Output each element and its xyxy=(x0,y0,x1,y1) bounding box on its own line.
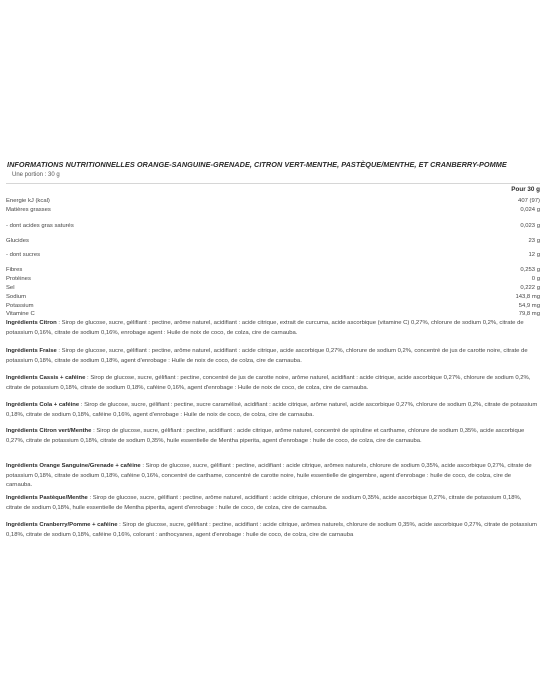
nutrient-label: Sel xyxy=(6,285,15,291)
ingredients-block-pasteque-menthe xyxy=(6,494,538,513)
nutrient-value: 0 g xyxy=(531,276,540,282)
ingredients-text: : Sirop de glucose, sucre, gélifiant : pectine, acidifiant : acide citrique, arôme naturel, concentré de spiruline et carthame, chlorure de sodium 0,35%, acide ascorbique 0,27%, citrate de potassium 0,18%, citrate de sodium 0,35%, huile essentielle de Mentha piperita, agent d'enrobage : huile de coco, de colza, cire de carnauba. xyxy=(6,428,525,444)
nutrient-label: Protéines xyxy=(6,276,31,282)
nutrient-label: Potassium xyxy=(6,303,34,309)
ingredients-text: : Sirop de glucose, sucre, gélifiant : pectine, arôme naturel, acidifiant : acide citrique, acide ascorbique 0,27%, chlorure de sodium 0,2%, concentré de jus de carotte noire, citrate de potassium 0,18%, citrate de sodium 0,18%, agent d'enrobage : Huile de noix de coco, de colza, cire de carnauba. xyxy=(6,348,528,364)
ingredients-block-cola xyxy=(6,401,538,420)
nutrient-value: 0,023 g xyxy=(520,223,540,229)
header-divider xyxy=(6,183,540,184)
portion-size: Une portion : 30 g xyxy=(12,172,60,178)
nutrient-label: Vitamine C xyxy=(6,311,35,317)
nutrient-value: 0,024 g xyxy=(520,207,540,213)
ingredients-text: : Sirop de glucose, sucre, gélifiant : pectine, acidifiant : acide citrique, arômes naturels, chlorure de sodium 0,35%, acide ascorbique 0,27%, citrate de potassium 0,18%, citrate de sodium 0,18%, caféine 0,16%, colorant : anthocyanes, agent d'enrobage : huile de coco, de colza, cire de carnauba xyxy=(6,522,537,538)
document-title: INFORMATIONS NUTRITIONNELLES ORANGE-SANGUINE-GRENADE, CITRON VERT-MENTHE, PASTÈQUE/MENTHE, ET CRANBERRY-POMME xyxy=(7,160,507,169)
ingredients-heading: Ingrédients Citron xyxy=(6,320,57,326)
ingredients-block-cassis xyxy=(6,374,538,393)
ingredients-heading: Ingrédients Fraise xyxy=(6,348,57,354)
ingredients-block-cranberry-pomme xyxy=(6,521,538,540)
ingredients-block-fraise xyxy=(6,347,538,366)
nutrient-label: - dont sucres xyxy=(6,252,41,258)
nutrient-label: Glucides xyxy=(6,238,29,244)
nutrient-value: 12 g xyxy=(528,252,540,258)
nutrient-label: Matières grasses xyxy=(6,207,51,213)
ingredients-text: : Sirop de glucose, sucre, gélifiant : pectine, arôme naturel, acidifiant : acide citrique, chlorure de sodium 0,35%, acide ascorbique 0,27%, citrate de potassium 0,18%, citrate de sodium 0,18%, huile essentielle de Mentha piperita, agent d'enrobage : huile de coco, de colza, cire de carnauba. xyxy=(6,495,522,511)
column-header: Pour 30 g xyxy=(511,186,540,193)
ingredients-text: : Sirop de glucose, sucre, gélifiant : pectine, arôme naturel, acidifiant : acide citrique, extrait de curcuma, acide ascorbique (vitamine C) 0,27%, chlorure de sodium 0,2%, citrate de potassium 0,16%, citrate de sodium 0,16%, enrobage agent : Huile de noix de coco, de colza, cire de carnauba. xyxy=(6,320,524,336)
ingredients-heading: Ingrédients Cassis + caféine xyxy=(6,375,86,381)
ingredients-block-citron-vert-menthe xyxy=(6,427,538,446)
ingredients-block-citron xyxy=(6,319,538,338)
ingredients-block-orange-sanguine xyxy=(6,462,538,491)
nutrient-label: Fibres xyxy=(6,267,23,273)
nutrient-value: 143,8 mg xyxy=(515,294,540,300)
ingredients-text: : Sirop de glucose, sucre, gélifiant : pectine, concentré de jus de carotte noire, arôme naturel, acidifiant : acide citrique, acide ascorbique 0,27%, chlorure de sodium 0,2%, citrate de potassium 0,18%, citrate de sodium 0,18%, caféine 0,16%, agent d'enrobage : Huile de noix de coco, de colza, cire de carnauba. xyxy=(6,375,531,391)
nutrient-label: Energie kJ (kcal) xyxy=(6,198,50,204)
ingredients-text: : Sirop de glucose, sucre, gélifiant : pectine, acidifiant : acide citrique, arômes naturels, chlorure de sodium 0,35%, acide ascorbique 0,27%, citrate de potassium 0,18%, citrate de sodium 0,18%, caféine 0,16%, concentré de carthame, concentré de carotte noire, huile essentielle de gingembre, agent d'enrobage : huile de coco, de colza, cire de carnauba. xyxy=(6,463,532,489)
ingredients-heading: Ingrédients Orange Sanguine/Grenade + caféine xyxy=(6,463,141,469)
nutrient-value: 79,8 mg xyxy=(518,311,540,317)
nutrient-value: 407 (97) xyxy=(518,198,540,204)
ingredients-heading: Ingrédients Pastèque/Menthe xyxy=(6,495,88,501)
nutrient-value: 54,9 mg xyxy=(518,303,540,309)
ingredients-heading: Ingrédients Citron vert/Menthe xyxy=(6,428,92,434)
ingredients-heading: Ingrédients Cola + caféine xyxy=(6,402,80,408)
nutrient-value: 0,222 g xyxy=(520,285,540,291)
nutrient-label: Sodium xyxy=(6,294,26,300)
nutrient-label: - dont acides gras saturés xyxy=(6,223,74,229)
ingredients-text: : Sirop de glucose, sucre, gélifiant : pectine, sucre caramélisé, acidifiant : acide citrique, arôme naturel, acide ascorbique 0,27%, chlorure de sodium 0,2%, citrate de potassium 0,18%, citrate de sodium 0,18%, caféine 0,16%, agent d'enrobage : Huile de noix de coco, de colza, cire de carnauba. xyxy=(6,402,538,418)
ingredients-heading: Ingrédients Cranberry/Pomme + caféine xyxy=(6,522,118,528)
nutrient-value: 23 g xyxy=(528,238,540,244)
nutrient-value: 0,253 g xyxy=(520,267,540,273)
